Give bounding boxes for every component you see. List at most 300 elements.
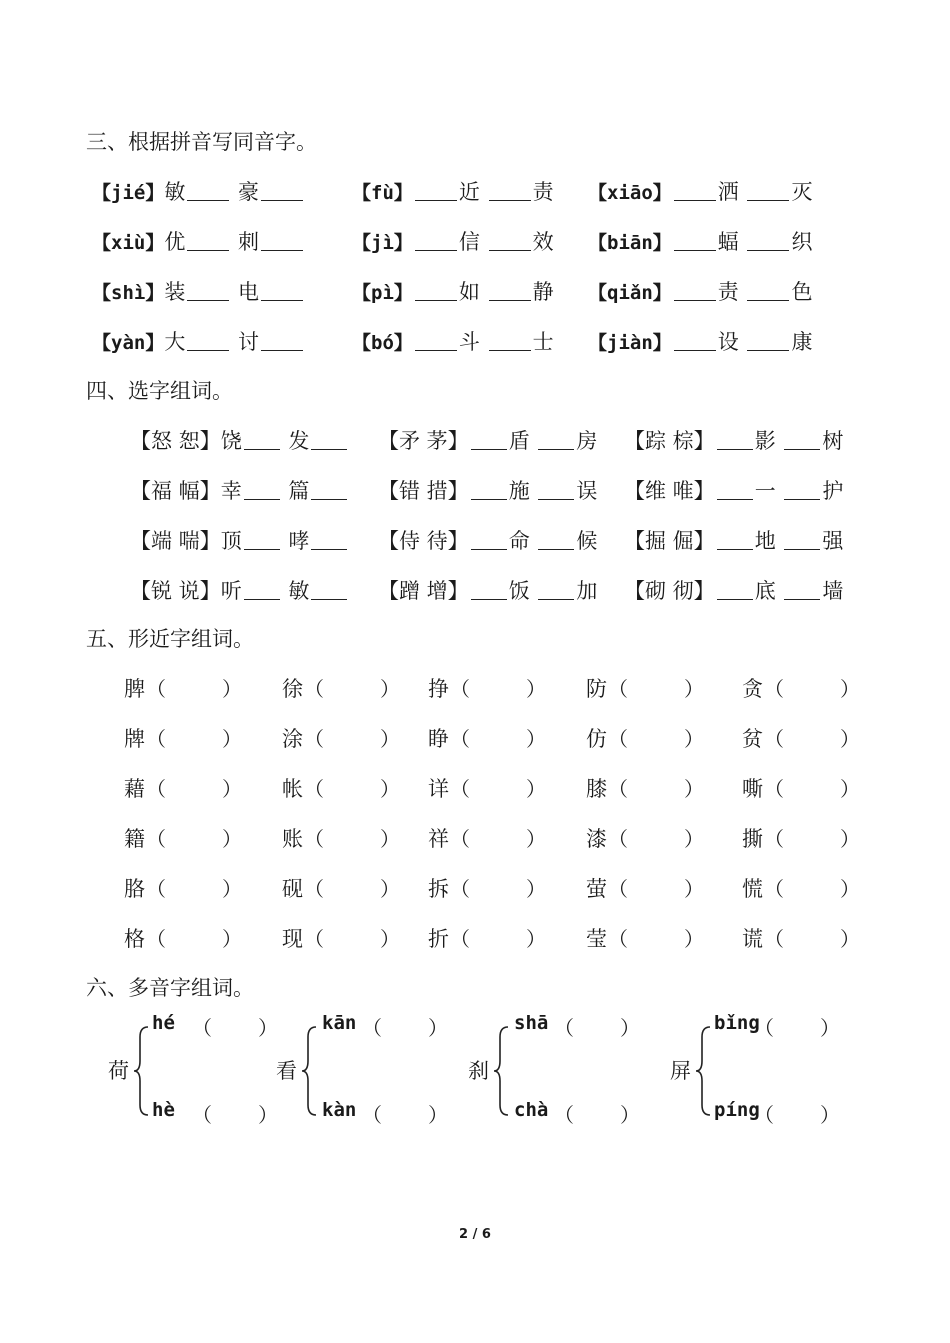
choice-group bbox=[130, 475, 349, 505]
paren-close: ） bbox=[222, 877, 242, 901]
choice-group bbox=[130, 575, 349, 605]
similar-char: 嘶 bbox=[742, 777, 763, 801]
similar-char: 祥 bbox=[428, 827, 449, 851]
paren-open: （ bbox=[304, 827, 324, 851]
hint-char: 责 bbox=[532, 180, 554, 204]
hint-char: 篇 bbox=[288, 479, 310, 503]
hint-char: 影 bbox=[754, 429, 776, 453]
pinyin-label: 【jì】 bbox=[352, 232, 413, 254]
word-answer-box[interactable] bbox=[634, 725, 682, 747]
paren-close: ） bbox=[840, 777, 860, 801]
word-answer-box[interactable] bbox=[476, 875, 524, 897]
paren-close: ） bbox=[526, 677, 546, 701]
paren-close: ） bbox=[222, 927, 242, 951]
pinyin-label: 【jiàn】 bbox=[588, 332, 672, 354]
answer-blank[interactable] bbox=[187, 349, 229, 351]
word-answer-box[interactable] bbox=[634, 775, 682, 797]
pinyin-group bbox=[92, 176, 305, 206]
choice-group bbox=[378, 475, 597, 505]
hint-char: 施 bbox=[508, 479, 530, 503]
choice-group bbox=[378, 425, 597, 455]
section-3-title: 三、根据拼音写同音字。 bbox=[86, 130, 317, 154]
word-answer-box[interactable] bbox=[388, 1101, 428, 1123]
word-answer-box[interactable] bbox=[634, 675, 682, 697]
choice-group bbox=[624, 575, 843, 605]
paren-open: （ bbox=[608, 727, 628, 751]
paren-close: ） bbox=[526, 927, 546, 951]
similar-char: 漆 bbox=[586, 827, 607, 851]
answer-blank[interactable] bbox=[415, 199, 457, 201]
paren-open: （ bbox=[754, 1103, 774, 1127]
similar-char: 贫 bbox=[742, 727, 763, 751]
pinyin-group bbox=[92, 226, 305, 256]
answer-blank[interactable] bbox=[261, 349, 303, 351]
paren-close: ） bbox=[620, 1103, 640, 1127]
answer-blank[interactable] bbox=[311, 548, 347, 550]
pinyin-label: 【shì】 bbox=[92, 282, 165, 304]
similar-char: 贪 bbox=[742, 677, 763, 701]
polyphone-char: 看 bbox=[276, 1059, 297, 1083]
paren-open: （ bbox=[146, 777, 166, 801]
hint-char: 底 bbox=[754, 579, 776, 603]
choice-group bbox=[130, 425, 349, 455]
word-answer-box[interactable] bbox=[172, 675, 220, 697]
choice-options: 【侍 待】 bbox=[378, 529, 469, 553]
answer-blank[interactable] bbox=[747, 199, 789, 201]
word-answer-box[interactable] bbox=[172, 925, 220, 947]
hint-char: 命 bbox=[508, 529, 530, 553]
answer-blank[interactable] bbox=[187, 299, 229, 301]
hint-char: 敏 bbox=[288, 579, 310, 603]
pinyin-group bbox=[588, 276, 812, 306]
polyphone-pinyin: kàn bbox=[322, 1099, 357, 1121]
paren-close: ） bbox=[380, 677, 400, 701]
similar-char: 折 bbox=[428, 927, 449, 951]
paren-close: ） bbox=[258, 1103, 278, 1127]
similar-char: 砚 bbox=[282, 877, 303, 901]
answer-blank[interactable] bbox=[261, 299, 303, 301]
paren-close: ） bbox=[380, 877, 400, 901]
paren-open: （ bbox=[554, 1016, 574, 1040]
word-answer-box[interactable] bbox=[330, 825, 378, 847]
paren-open: （ bbox=[450, 827, 470, 851]
paren-close: ） bbox=[258, 1016, 278, 1040]
answer-blank[interactable] bbox=[747, 249, 789, 251]
hint-char: 大 bbox=[164, 330, 186, 354]
curly-brace-icon bbox=[300, 1025, 320, 1117]
paren-open: （ bbox=[608, 677, 628, 701]
paren-close: ） bbox=[684, 927, 704, 951]
paren-open: （ bbox=[146, 677, 166, 701]
hint-char: 效 bbox=[532, 230, 554, 254]
answer-blank[interactable] bbox=[244, 548, 280, 550]
hint-char: 信 bbox=[458, 230, 480, 254]
word-answer-box[interactable] bbox=[476, 725, 524, 747]
polyphone-pinyin: hè bbox=[152, 1099, 175, 1121]
hint-char: 斗 bbox=[458, 330, 480, 354]
answer-blank[interactable] bbox=[261, 199, 303, 201]
answer-blank[interactable] bbox=[784, 498, 820, 500]
word-answer-box[interactable] bbox=[330, 775, 378, 797]
paren-open: （ bbox=[362, 1016, 382, 1040]
similar-char: 挣 bbox=[428, 677, 449, 701]
hint-char: 电 bbox=[238, 280, 260, 304]
answer-blank[interactable] bbox=[674, 199, 716, 201]
pinyin-label: 【qiǎn】 bbox=[588, 282, 672, 304]
hint-char: 色 bbox=[791, 280, 813, 304]
answer-blank[interactable] bbox=[784, 448, 820, 450]
word-answer-box[interactable] bbox=[790, 775, 838, 797]
paren-open: （ bbox=[554, 1103, 574, 1127]
similar-char: 拆 bbox=[428, 877, 449, 901]
answer-blank[interactable] bbox=[261, 249, 303, 251]
pinyin-label: 【xiù】 bbox=[92, 232, 165, 254]
word-answer-box[interactable] bbox=[580, 1014, 620, 1036]
answer-blank[interactable] bbox=[415, 349, 457, 351]
pinyin-group bbox=[352, 226, 554, 256]
choice-options: 【端 喘】 bbox=[130, 529, 221, 553]
word-answer-box[interactable] bbox=[388, 1014, 428, 1036]
hint-char: 如 bbox=[458, 280, 480, 304]
answer-blank[interactable] bbox=[244, 448, 280, 450]
choice-options: 【错 措】 bbox=[378, 479, 469, 503]
answer-blank[interactable] bbox=[784, 548, 820, 550]
page-number: 2 / 6 bbox=[459, 1227, 491, 1242]
pinyin-group bbox=[352, 326, 554, 356]
paren-close: ） bbox=[222, 827, 242, 851]
paren-close: ） bbox=[526, 777, 546, 801]
paren-open: （ bbox=[146, 877, 166, 901]
similar-char: 萤 bbox=[586, 877, 607, 901]
hint-char: 强 bbox=[822, 529, 844, 553]
hint-char: 优 bbox=[164, 230, 186, 254]
answer-blank[interactable] bbox=[244, 598, 280, 600]
pinyin-label: 【bó】 bbox=[352, 332, 413, 354]
paren-close: ） bbox=[840, 927, 860, 951]
hint-char: 讨 bbox=[238, 330, 260, 354]
hint-char: 候 bbox=[576, 529, 598, 553]
similar-char: 藉 bbox=[124, 777, 145, 801]
answer-blank[interactable] bbox=[471, 498, 507, 500]
hint-char: 刺 bbox=[238, 230, 260, 254]
answer-blank[interactable] bbox=[674, 299, 716, 301]
answer-blank[interactable] bbox=[311, 598, 347, 600]
choice-options: 【怒 恕】 bbox=[130, 429, 221, 453]
similar-char: 格 bbox=[124, 927, 145, 951]
paren-close: ） bbox=[428, 1016, 448, 1040]
word-answer-box[interactable] bbox=[634, 825, 682, 847]
paren-close: ） bbox=[526, 727, 546, 751]
hint-char: 树 bbox=[822, 429, 844, 453]
answer-blank[interactable] bbox=[471, 548, 507, 550]
hint-char: 装 bbox=[164, 280, 186, 304]
answer-blank[interactable] bbox=[717, 448, 753, 450]
word-answer-box[interactable] bbox=[634, 875, 682, 897]
answer-blank[interactable] bbox=[538, 598, 574, 600]
word-answer-box[interactable] bbox=[476, 825, 524, 847]
paren-open: （ bbox=[764, 777, 784, 801]
answer-blank[interactable] bbox=[187, 249, 229, 251]
pinyin-group bbox=[588, 226, 812, 256]
hint-char: 房 bbox=[576, 429, 598, 453]
hint-char: 盾 bbox=[508, 429, 530, 453]
curly-brace-icon bbox=[132, 1025, 152, 1117]
paren-close: ） bbox=[840, 877, 860, 901]
similar-char: 牌 bbox=[124, 727, 145, 751]
word-answer-box[interactable] bbox=[476, 675, 524, 697]
answer-blank[interactable] bbox=[489, 299, 531, 301]
hint-char: 顶 bbox=[220, 529, 242, 553]
choice-options: 【踪 棕】 bbox=[624, 429, 715, 453]
choice-options: 【锐 说】 bbox=[130, 579, 221, 603]
paren-open: （ bbox=[764, 827, 784, 851]
hint-char: 洒 bbox=[717, 180, 739, 204]
paren-close: ） bbox=[222, 677, 242, 701]
pinyin-label: 【biān】 bbox=[588, 232, 672, 254]
hint-char: 加 bbox=[576, 579, 598, 603]
similar-char: 详 bbox=[428, 777, 449, 801]
paren-close: ） bbox=[684, 827, 704, 851]
choice-options: 【维 唯】 bbox=[624, 479, 715, 503]
polyphone-pinyin: píng bbox=[714, 1099, 760, 1121]
answer-blank[interactable] bbox=[311, 498, 347, 500]
paren-open: （ bbox=[754, 1016, 774, 1040]
answer-blank[interactable] bbox=[674, 349, 716, 351]
word-answer-box[interactable] bbox=[172, 725, 220, 747]
answer-blank[interactable] bbox=[717, 498, 753, 500]
pinyin-label: 【fù】 bbox=[352, 182, 413, 204]
word-answer-box[interactable] bbox=[172, 875, 220, 897]
paren-close: ） bbox=[820, 1016, 840, 1040]
paren-open: （ bbox=[608, 927, 628, 951]
curly-brace-icon bbox=[492, 1025, 512, 1117]
polyphone-char: 屏 bbox=[670, 1059, 691, 1083]
hint-char: 豪 bbox=[238, 180, 260, 204]
hint-char: 饭 bbox=[508, 579, 530, 603]
hint-char: 墙 bbox=[822, 579, 844, 603]
similar-char: 膝 bbox=[586, 777, 607, 801]
answer-blank[interactable] bbox=[717, 598, 753, 600]
similar-char: 籍 bbox=[124, 827, 145, 851]
polyphone-pinyin: chà bbox=[514, 1099, 549, 1121]
word-answer-box[interactable] bbox=[330, 925, 378, 947]
similar-char: 撕 bbox=[742, 827, 763, 851]
answer-blank[interactable] bbox=[415, 299, 457, 301]
polyphone-char: 刹 bbox=[468, 1059, 489, 1083]
hint-char: 听 bbox=[220, 579, 242, 603]
answer-blank[interactable] bbox=[415, 249, 457, 251]
word-answer-box[interactable] bbox=[780, 1014, 820, 1036]
pinyin-label: 【yàn】 bbox=[92, 332, 165, 354]
paren-open: （ bbox=[608, 777, 628, 801]
hint-char: 康 bbox=[791, 330, 813, 354]
word-answer-box[interactable] bbox=[476, 925, 524, 947]
paren-open: （ bbox=[304, 727, 324, 751]
word-answer-box[interactable] bbox=[790, 825, 838, 847]
paren-close: ） bbox=[428, 1103, 448, 1127]
paren-open: （ bbox=[146, 927, 166, 951]
pinyin-group bbox=[352, 176, 554, 206]
pinyin-label: 【jié】 bbox=[92, 182, 165, 204]
choice-group bbox=[624, 425, 843, 455]
paren-close: ） bbox=[380, 727, 400, 751]
answer-blank[interactable] bbox=[538, 448, 574, 450]
paren-close: ） bbox=[380, 827, 400, 851]
word-answer-box[interactable] bbox=[790, 925, 838, 947]
choice-group bbox=[130, 525, 349, 555]
paren-close: ） bbox=[684, 727, 704, 751]
answer-blank[interactable] bbox=[489, 249, 531, 251]
hint-char: 饶 bbox=[220, 429, 242, 453]
pinyin-group bbox=[352, 276, 554, 306]
word-answer-box[interactable] bbox=[218, 1101, 258, 1123]
polyphone-pinyin: kān bbox=[322, 1012, 357, 1034]
hint-char: 误 bbox=[576, 479, 598, 503]
pinyin-group bbox=[588, 326, 812, 356]
polyphone-pinyin: hé bbox=[152, 1012, 175, 1034]
answer-blank[interactable] bbox=[747, 299, 789, 301]
similar-char: 慌 bbox=[742, 877, 763, 901]
word-answer-box[interactable] bbox=[790, 875, 838, 897]
word-answer-box[interactable] bbox=[780, 1101, 820, 1123]
section-5-title: 五、形近字组词。 bbox=[86, 627, 254, 651]
choice-group bbox=[624, 525, 843, 555]
paren-close: ） bbox=[840, 827, 860, 851]
similar-char: 莹 bbox=[586, 927, 607, 951]
paren-open: （ bbox=[146, 827, 166, 851]
paren-open: （ bbox=[764, 677, 784, 701]
paren-close: ） bbox=[840, 727, 860, 751]
word-answer-box[interactable] bbox=[218, 1014, 258, 1036]
paren-open: （ bbox=[450, 877, 470, 901]
choice-options: 【福 幅】 bbox=[130, 479, 221, 503]
word-answer-box[interactable] bbox=[330, 875, 378, 897]
choice-options: 【砌 彻】 bbox=[624, 579, 715, 603]
word-answer-box[interactable] bbox=[790, 675, 838, 697]
paren-close: ） bbox=[620, 1016, 640, 1040]
similar-char: 徐 bbox=[282, 677, 303, 701]
paren-close: ） bbox=[684, 877, 704, 901]
answer-blank[interactable] bbox=[538, 548, 574, 550]
choice-options: 【蹭 增】 bbox=[378, 579, 469, 603]
answer-blank[interactable] bbox=[471, 448, 507, 450]
word-answer-box[interactable] bbox=[580, 1101, 620, 1123]
hint-char: 士 bbox=[532, 330, 554, 354]
word-answer-box[interactable] bbox=[330, 725, 378, 747]
hint-char: 敏 bbox=[164, 180, 186, 204]
word-answer-box[interactable] bbox=[476, 775, 524, 797]
similar-char: 胳 bbox=[124, 877, 145, 901]
similar-char: 防 bbox=[586, 677, 607, 701]
paren-close: ） bbox=[380, 777, 400, 801]
answer-blank[interactable] bbox=[489, 199, 531, 201]
paren-close: ） bbox=[840, 677, 860, 701]
word-answer-box[interactable] bbox=[172, 775, 220, 797]
pinyin-group bbox=[92, 276, 305, 306]
paren-open: （ bbox=[304, 677, 324, 701]
similar-char: 仿 bbox=[586, 727, 607, 751]
answer-blank[interactable] bbox=[311, 448, 347, 450]
similar-char: 帐 bbox=[282, 777, 303, 801]
answer-blank[interactable] bbox=[747, 349, 789, 351]
paren-close: ） bbox=[380, 927, 400, 951]
paren-open: （ bbox=[192, 1016, 212, 1040]
word-answer-box[interactable] bbox=[330, 675, 378, 697]
paren-open: （ bbox=[450, 677, 470, 701]
word-answer-box[interactable] bbox=[172, 825, 220, 847]
paren-close: ） bbox=[526, 827, 546, 851]
paren-open: （ bbox=[304, 927, 324, 951]
polyphone-pinyin: bǐng bbox=[714, 1012, 760, 1034]
pinyin-label: 【xiāo】 bbox=[588, 182, 672, 204]
answer-blank[interactable] bbox=[187, 199, 229, 201]
paren-open: （ bbox=[764, 927, 784, 951]
similar-char: 账 bbox=[282, 827, 303, 851]
paren-open: （ bbox=[362, 1103, 382, 1127]
pinyin-group bbox=[92, 326, 305, 356]
choice-group bbox=[378, 525, 597, 555]
hint-char: 一 bbox=[754, 479, 776, 503]
answer-blank[interactable] bbox=[471, 598, 507, 600]
paren-open: （ bbox=[304, 877, 324, 901]
pinyin-label: 【pì】 bbox=[352, 282, 413, 304]
answer-blank[interactable] bbox=[538, 498, 574, 500]
hint-char: 地 bbox=[754, 529, 776, 553]
choice-options: 【掘 倔】 bbox=[624, 529, 715, 553]
curly-brace-icon bbox=[694, 1025, 714, 1117]
hint-char: 护 bbox=[822, 479, 844, 503]
word-answer-box[interactable] bbox=[790, 725, 838, 747]
hint-char: 发 bbox=[288, 429, 310, 453]
paren-open: （ bbox=[304, 777, 324, 801]
similar-char: 涂 bbox=[282, 727, 303, 751]
paren-open: （ bbox=[608, 877, 628, 901]
pinyin-group bbox=[588, 176, 812, 206]
paren-close: ） bbox=[526, 877, 546, 901]
hint-char: 责 bbox=[717, 280, 739, 304]
hint-char: 近 bbox=[458, 180, 480, 204]
similar-char: 睁 bbox=[428, 727, 449, 751]
choice-options: 【矛 茅】 bbox=[378, 429, 469, 453]
answer-blank[interactable] bbox=[244, 498, 280, 500]
paren-close: ） bbox=[820, 1103, 840, 1127]
answer-blank[interactable] bbox=[784, 598, 820, 600]
hint-char: 静 bbox=[532, 280, 554, 304]
paren-open: （ bbox=[764, 727, 784, 751]
paren-open: （ bbox=[146, 727, 166, 751]
paren-open: （ bbox=[450, 727, 470, 751]
section-4-title: 四、选字组词。 bbox=[86, 379, 233, 403]
paren-open: （ bbox=[450, 777, 470, 801]
word-answer-box[interactable] bbox=[634, 925, 682, 947]
similar-char: 脾 bbox=[124, 677, 145, 701]
polyphone-pinyin: shā bbox=[514, 1012, 549, 1034]
paren-close: ） bbox=[222, 727, 242, 751]
answer-blank[interactable] bbox=[674, 249, 716, 251]
paren-open: （ bbox=[764, 877, 784, 901]
choice-group bbox=[378, 575, 597, 605]
paren-open: （ bbox=[450, 927, 470, 951]
hint-char: 蝠 bbox=[717, 230, 739, 254]
paren-close: ） bbox=[222, 777, 242, 801]
hint-char: 幸 bbox=[220, 479, 242, 503]
paren-open: （ bbox=[608, 827, 628, 851]
answer-blank[interactable] bbox=[489, 349, 531, 351]
hint-char: 灭 bbox=[791, 180, 813, 204]
answer-blank[interactable] bbox=[717, 548, 753, 550]
paren-open: （ bbox=[192, 1103, 212, 1127]
similar-char: 现 bbox=[282, 927, 303, 951]
